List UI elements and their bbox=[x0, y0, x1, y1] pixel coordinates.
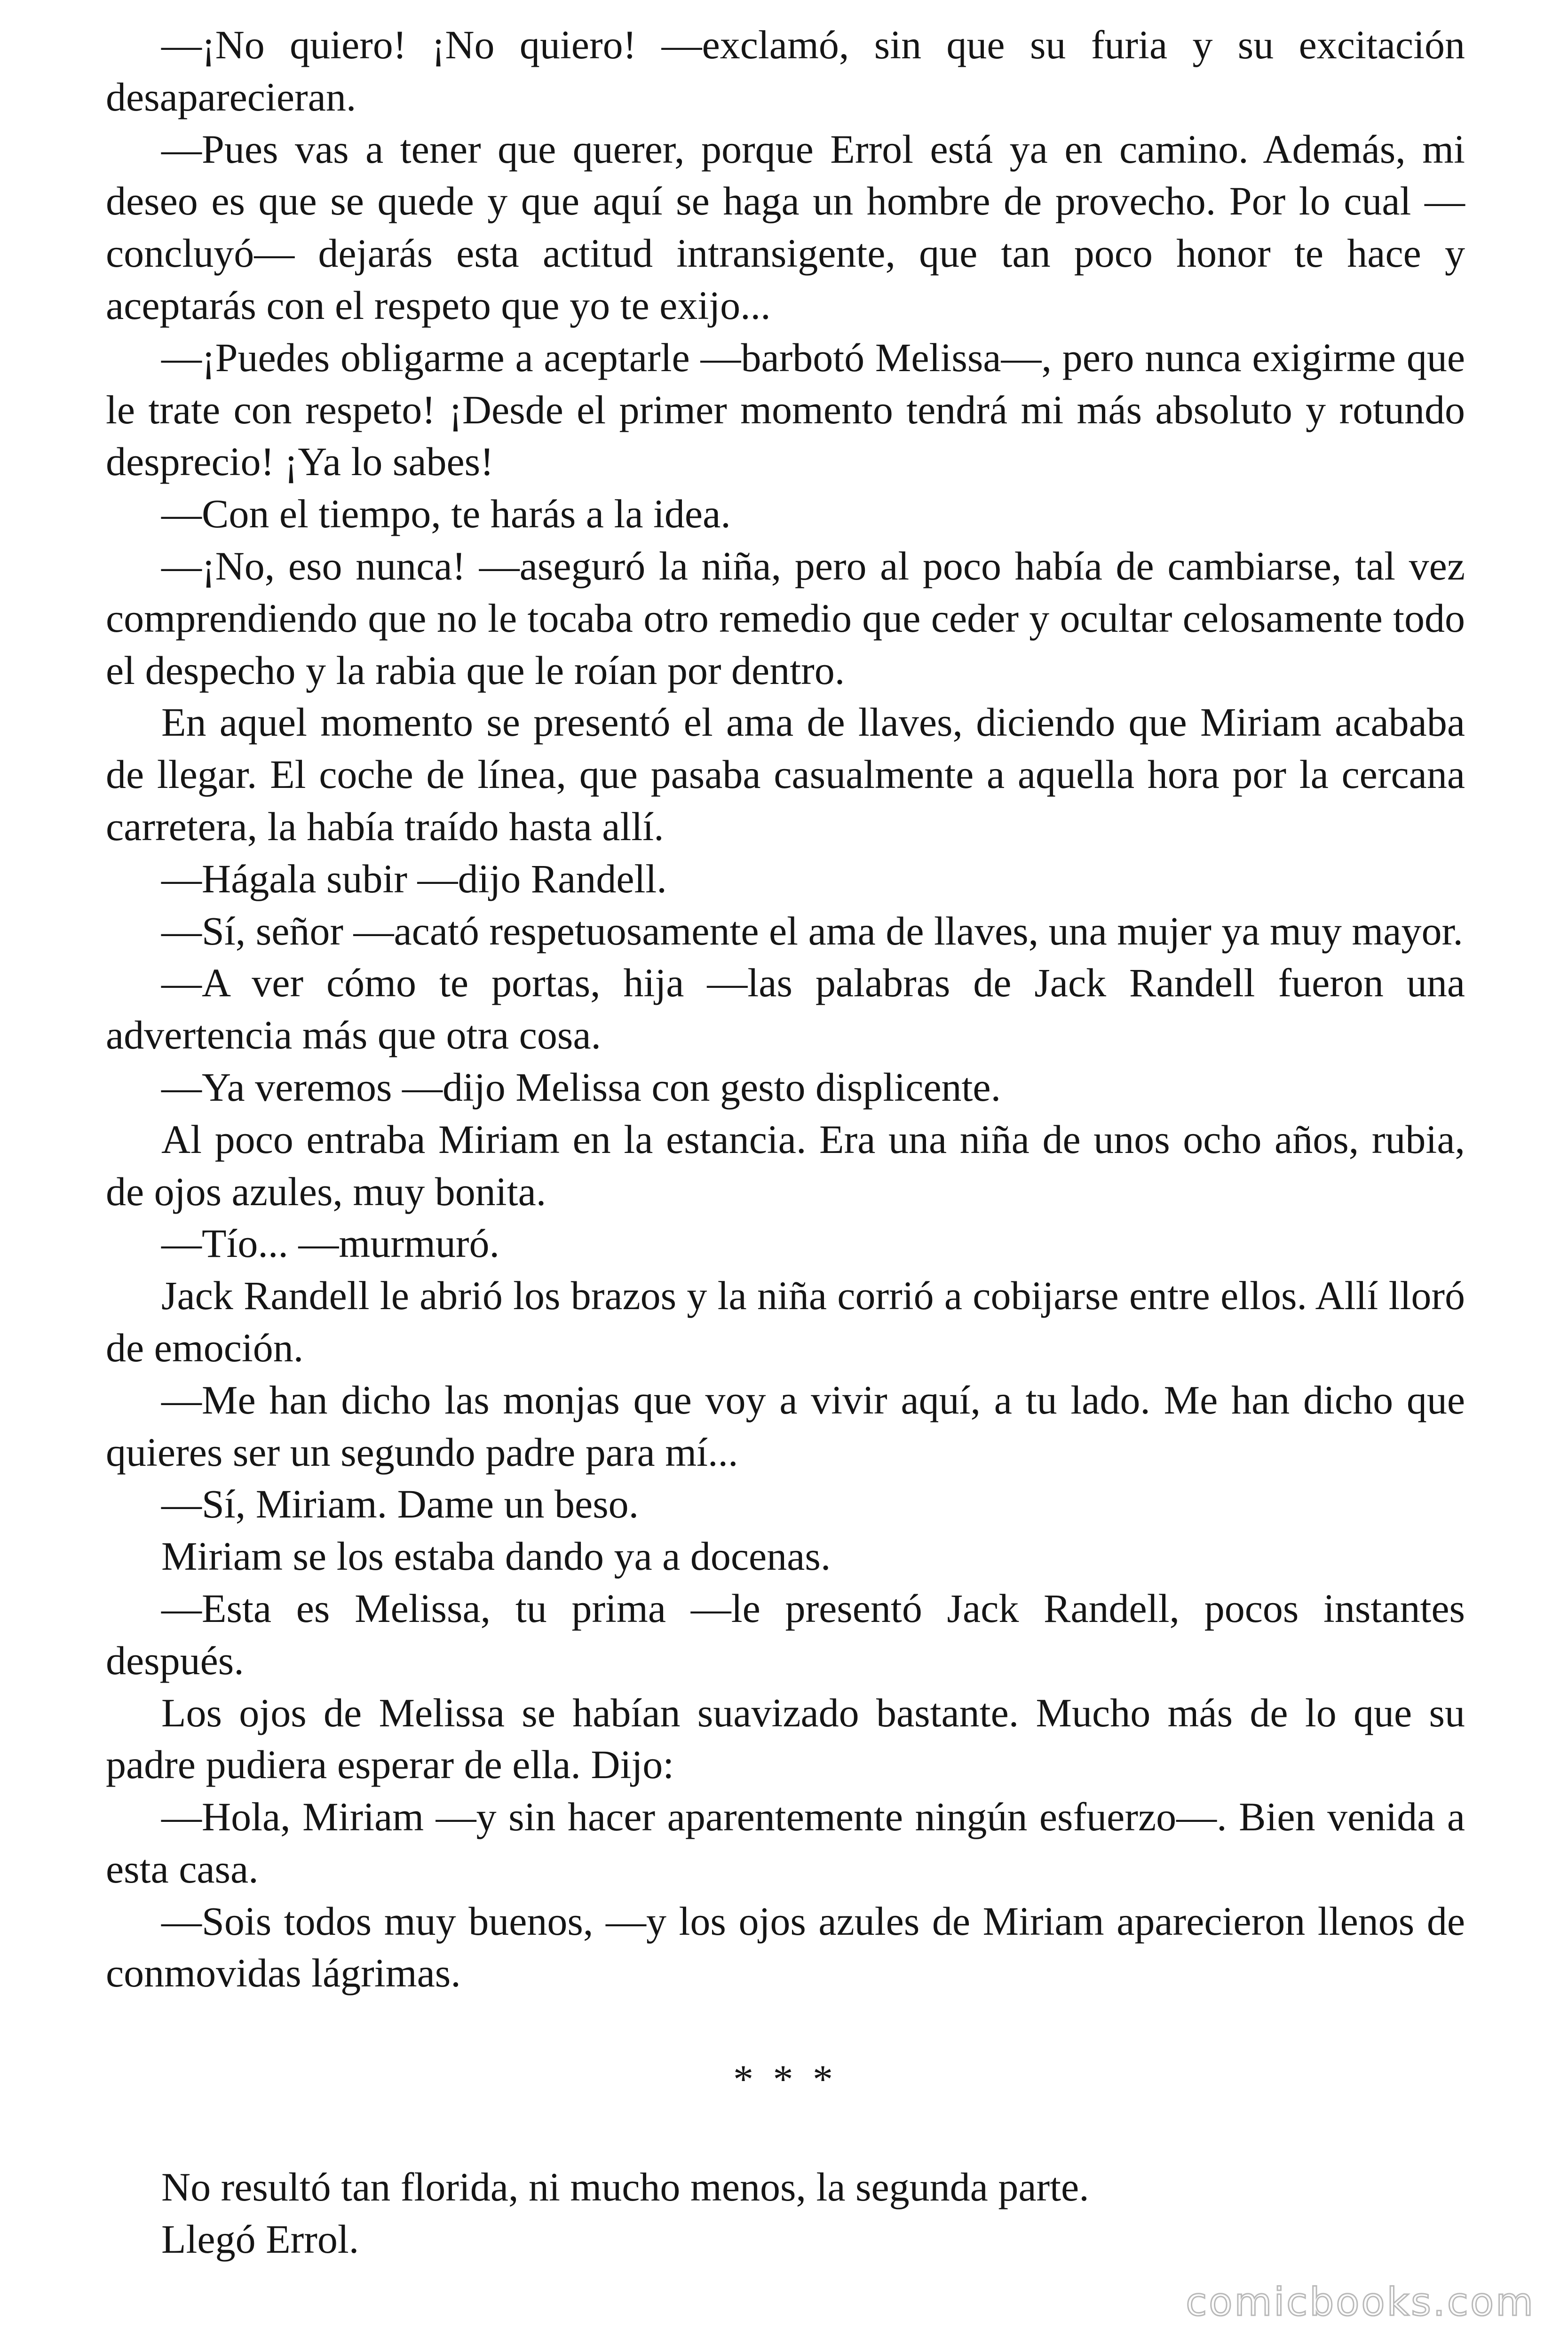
body-text bbox=[106, 19, 1465, 1999]
paragraph: —Hola, Miriam —y sin hacer aparentemente ningún esfuerzo—. Bien venida a esta casa. bbox=[106, 1794, 1465, 1891]
paragraph: —Me han dicho las monjas que voy a vivir aquí, a tu lado. Me han dicho que quieres ser un segundo padre para mí... bbox=[106, 1377, 1465, 1475]
paragraph: —Esta es Melissa, tu prima —le presentó Jack Randell, pocos instantes después. bbox=[106, 1585, 1465, 1683]
book-page bbox=[106, 19, 1465, 2265]
paragraph: Al poco entraba Miriam en la estancia. Era una niña de unos ocho años, rubia, de ojos azules, muy bonita. bbox=[106, 1116, 1465, 1214]
paragraph: —Pues vas a tener que querer, porque Errol está ya en camino. Además, mi deseo es que se quede y que aquí se haga un hombre de provecho. Por lo cual —concluyó— dejarás esta actitud intransigente, que tan poco honor te hace y aceptarás con el respeto que yo te exijo... bbox=[106, 126, 1465, 328]
paragraph: Los ojos de Melissa se habían suavizado bastante. Mucho más de lo que su padre pudiera esperar de ella. Dijo: bbox=[106, 1690, 1465, 1788]
paragraph: —Sí, Miriam. Dame un beso. bbox=[161, 1481, 639, 1527]
paragraph: —A ver cómo te portas, hija —las palabras de Jack Randell fueron una advertencia más que otra cosa. bbox=[106, 960, 1465, 1058]
paragraph: No resultó tan florida, ni mucho menos, la segunda parte. bbox=[161, 2164, 1089, 2210]
paragraph: Miriam se los estaba dando ya a docenas. bbox=[161, 1534, 831, 1579]
paragraph: —¡No, eso nunca! —aseguró la niña, pero al poco había de cambiarse, tal vez comprendiendo que no le tocaba otro remedio que ceder y ocultar celosamente todo el despecho y la rabia que le roían por dentro. bbox=[106, 543, 1465, 693]
paragraph: Jack Randell le abrió los brazos y la niña corrió a cobijarse entre ellos. Allí lloró de emoción. bbox=[106, 1273, 1465, 1370]
paragraph: —Sí, señor —acató respetuosamente el ama de llaves, una mujer ya muy mayor. bbox=[161, 908, 1463, 954]
watermark-logo: comicbooks.com bbox=[1186, 2280, 1535, 2325]
paragraph: Llegó Errol. bbox=[161, 2216, 359, 2262]
closing-text bbox=[106, 2161, 1465, 2265]
paragraph: —Tío... —murmuró. bbox=[161, 1221, 499, 1266]
paragraph: —Ya veremos —dijo Melissa con gesto displicente. bbox=[161, 1064, 1001, 1110]
paragraph: En aquel momento se presentó el ama de llaves, diciendo que Miriam acababa de llegar. El coche de línea, que pasaba casualmente a aquella hora por la cercana carretera, la había traído hasta allí. bbox=[106, 699, 1465, 849]
paragraph: —Hágala subir —dijo Randell. bbox=[161, 856, 667, 901]
section-separator: * * * bbox=[733, 2057, 838, 2102]
paragraph: —¡No quiero! ¡No quiero! —exclamó, sin que su furia y su excitación desaparecieran. bbox=[106, 22, 1465, 119]
paragraph: —¡Puedes obligarme a aceptarle —barbotó Melissa—, pero nunca exigirme que le trate con respeto! ¡Desde el primer momento tendrá mi más absoluto y rotundo desprecio! ¡Ya lo sabes! bbox=[106, 334, 1465, 485]
paragraph: —Sois todos muy buenos, —y los ojos azules de Miriam aparecieron llenos de conmovidas lágrimas. bbox=[106, 1898, 1465, 1996]
paragraph: —Con el tiempo, te harás a la idea. bbox=[161, 491, 731, 537]
